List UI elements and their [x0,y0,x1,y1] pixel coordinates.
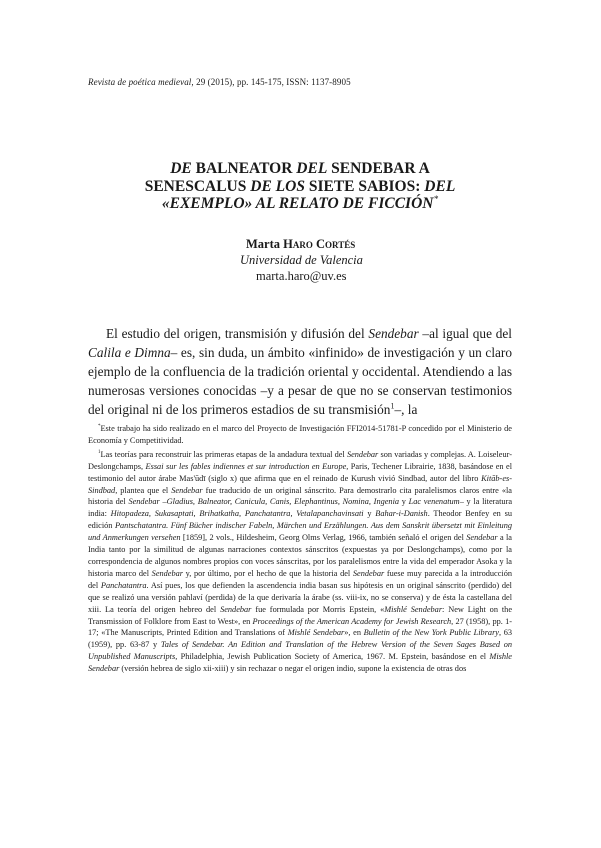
text-run: , plantea que el [115,485,172,495]
title-fragment: SIETE SABIOS: [304,177,425,195]
title-fragment: DE [170,160,192,177]
author-surname: Haro Cortés [283,237,356,251]
text-run: son variadas y complejas. A. Loiseleur-Deslongchamps, [88,449,512,471]
title-fragment: DE LOS [250,177,305,195]
text-run: Sendebar [128,497,160,507]
running-head [88,77,351,87]
text-run: – y la literatura india: [88,497,513,519]
title-fragment: SENESCALUS [144,177,251,195]
text-run: Panchatantra [100,580,147,590]
text-run: fuese muy parecida a la introducción del [88,568,512,590]
author-affiliation: Universidad de Valencia [240,253,363,267]
text-run: Pantschatantra. Fünf Bücher indischer Fabeln, Märchen und Erzählungen. Aus dem Sanskrit übersetzt mit Einleitung und Anmerkungen versehen [88,521,513,543]
text-run: y, por último, por el hecho de que la historia del [183,568,353,578]
text-run: fue traducido de un original sánscrito. Para demostrarlo cita paralelismos claros entre «la historia del [88,485,512,507]
text-run: , Philadelphia, Jewish Publication Society of America, 1967. M. Epstein, basándose en el [175,652,490,662]
author-first-name: Marta [246,237,284,251]
title-line-3 [110,195,490,213]
title-line-1 [110,160,490,178]
text-run: : New Light on the Transmission of Folklore from East to West», en [88,604,512,626]
author-email: marta.haro@uv.es [256,269,347,283]
text-run: a la India tanto por la similitud de algunas narraciones contextos sánscritos (expuestas ya por Deslongchamps), como por la correspondencia de algunos nombres propios con voces sánscritas, por los paralelismos entre la vida del emperador Asoka y la historia marco del [88,533,512,578]
text-run: , Paris, Techener Librairie, 1838, basándose en el testimonio del autor árabe Mas'ūdī (siglo x) que afirma que en el reinado de Kurush vivió Sindbad, autor del libro [88,461,512,483]
author-block [240,236,440,284]
text-run: (versión hebrea de siglo xii-xiii) y sin rechazar o negar el origen indio, supone la existencia de otras dos [119,664,467,674]
text-run: Calila e Dimna [88,345,171,360]
footnote-star [88,423,512,447]
text-run: – [159,497,167,507]
footnote-1 [88,449,512,675]
article-title [110,160,490,213]
title-fragment: SENDEBAR A [327,160,430,177]
text-run: Gladius, Balneator, Canicula, Canis, Elephantinus, Nomina, Ingenia [166,497,400,507]
text-run: –al igual que del [418,326,512,341]
text-run: Mishlé Sendebar [287,628,345,638]
text-run: . Theodor Benfey en su edición [88,509,512,531]
text-run: Bahar-i-Danish [375,509,428,519]
footnote-reference: 1 [390,401,395,411]
title-fragment: «EXEMPLO» AL RELATO DE FICCIÓN [161,195,434,212]
title-fragment: BALNEATOR [191,160,297,177]
author-name [246,236,440,252]
text-run: Sendebar [346,449,379,459]
text-run: Essai sur les fables indiennes et sur introduction en Europe [145,461,347,471]
title-fragment: DEL [424,177,456,195]
text-run: , 27 (1958), pp. 1-17; «The Manuscripts, Printed Edition and Translations of [88,616,512,638]
text-run: Este trabajo ha sido realizado en el marco del Proyecto de Investigación FFI2014-51781-P concedido por el Ministerio de Economía y Competitividad. [88,424,512,445]
text-run: Hitopadeza, Sukasaptati, Brihatkatha, Panchatantra, Vetalapanchavinsati [110,509,364,519]
text-run: Lac venenatum [408,497,460,507]
body-paragraph [88,324,512,419]
text-run: y [363,509,376,519]
text-run: fue formulada por Morris Epstein, « [251,604,385,614]
text-run: Sendebar [220,604,252,614]
text-run: Sendebar [352,568,385,578]
text-run: Mishle Sendebar [88,652,512,674]
text-run: , 63 (1959), pp. 63-87 y [88,628,513,650]
text-run: – es, sin duda, un ámbito «infinido» de investigación y un claro ejemplo de la confluencia de la tradición oriental y occidental. Atendiendo a las numerosas versiones conocidas –y a pesar de que no se conservan testimonios del original ni de los primeros estadios de su transmisión [88,345,513,417]
journal-name: Revista de poética medieval [88,77,192,87]
text-run: . Así pues, los que defienden la ascendencia india basan sus hipótesis en un original sánscrito (perdido) del que se realizó una versión pahlaví (perdida) de la que derivaría la árabe (ss. viii-ix, no se conserva) y de ésta la castellana del xiii. La teoría del origen hebreo del [88,580,512,614]
text-run: Kitāb-es-Sindbad [88,473,512,495]
footnote-marker: * [98,424,101,430]
text-run: Sendebar [368,326,419,341]
text-run: », en [344,628,364,638]
text-run: Sendebar [171,485,203,495]
footnotes [88,423,512,677]
footnote-marker: 1 [98,450,101,456]
text-run: Las teorías para reconstruir las primeras etapas de la andadura textual del [100,449,347,459]
citation-details: , 29 (2015), pp. 145-175, ISSN: 1137-8905 [191,77,351,87]
text-run: –, la [394,402,418,417]
text-run: Proceedings of the American Academy for Jewish Research [252,616,452,626]
title-fragment: DEL [296,160,328,177]
body-text [88,324,512,419]
text-run: Tales of Sendebar. An Edition and Translation of the Hebrew Version of the Seven Sages Based on Unpublished Manuscripts [88,640,512,662]
text-run: Sendebar [466,533,498,543]
text-run: Mishlé Sendebar [384,604,443,614]
text-run: El estudio del origen, transmisión y difusión del [106,326,369,341]
title-line-2 [110,178,490,196]
text-run: Sendebar [151,568,184,578]
text-run: Bulletin of the New York Public Library [363,628,499,638]
text-run: [1859], 2 vols., Hildesheim, Georg Olms Verlag, 1966, también señaló el origen del [180,533,467,543]
text-run: y [399,497,409,507]
title-footnote-mark: * [433,194,439,205]
